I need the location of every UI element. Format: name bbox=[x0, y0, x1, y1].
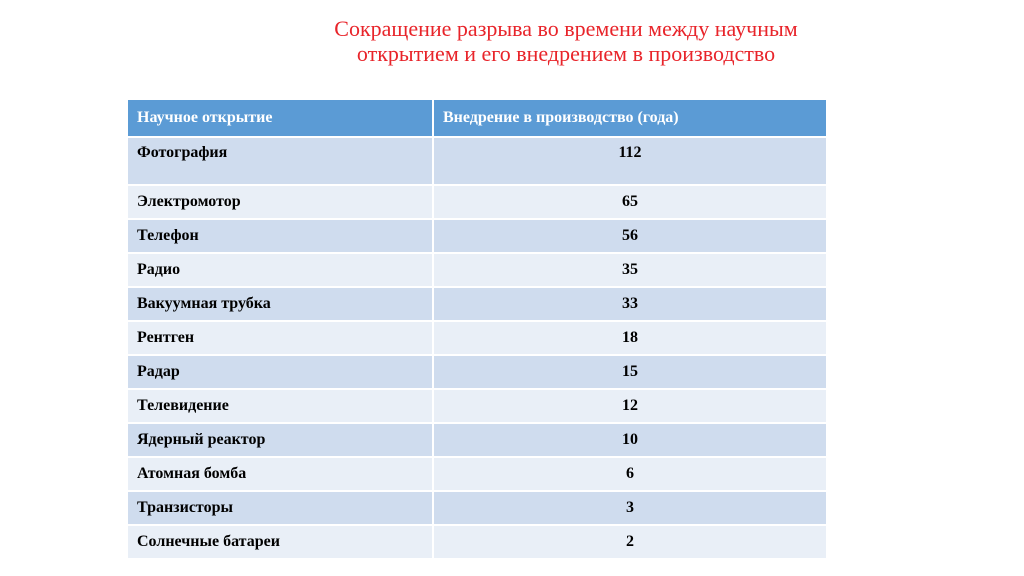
cell-discovery: Солнечные батареи bbox=[128, 525, 433, 558]
title-line-1: Сокращение разрыва во времени между научным bbox=[334, 16, 798, 41]
table-row bbox=[128, 185, 826, 219]
table-row bbox=[128, 219, 826, 253]
cell-years: 6 bbox=[433, 457, 826, 491]
table-row bbox=[128, 423, 826, 457]
table-row bbox=[128, 457, 826, 491]
cell-years: 18 bbox=[433, 321, 826, 355]
cell-years: 65 bbox=[433, 185, 826, 219]
cell-discovery: Транзисторы bbox=[128, 491, 433, 525]
cell-years: 112 bbox=[433, 137, 826, 185]
slide-title bbox=[230, 16, 902, 66]
cell-years: 10 bbox=[433, 423, 826, 457]
cell-discovery: Телевидение bbox=[128, 389, 433, 423]
cell-discovery: Электромотор bbox=[128, 185, 433, 219]
cell-years: 35 bbox=[433, 253, 826, 287]
title-line-2: открытием и его внедрением в производство bbox=[356, 41, 776, 66]
cell-years: 56 bbox=[433, 219, 826, 253]
cell-discovery: Радио bbox=[128, 253, 433, 287]
header-years: Внедрение в производство (года) bbox=[433, 100, 826, 137]
cell-discovery: Ядерный реактор bbox=[128, 423, 433, 457]
table-row bbox=[128, 389, 826, 423]
cell-years: 2 bbox=[433, 525, 826, 558]
cell-years: 33 bbox=[433, 287, 826, 321]
cell-discovery: Рентген bbox=[128, 321, 433, 355]
discovery-table bbox=[128, 100, 826, 558]
table-row bbox=[128, 287, 826, 321]
cell-discovery: Радар bbox=[128, 355, 433, 389]
table-header-row bbox=[128, 100, 826, 137]
table-row bbox=[128, 355, 826, 389]
cell-years: 3 bbox=[433, 491, 826, 525]
header-discovery: Научное открытие bbox=[128, 100, 433, 137]
table-row bbox=[128, 253, 826, 287]
table-row bbox=[128, 525, 826, 558]
cell-years: 12 bbox=[433, 389, 826, 423]
cell-discovery: Фотография bbox=[128, 137, 433, 185]
cell-years: 15 bbox=[433, 355, 826, 389]
table-row bbox=[128, 491, 826, 525]
cell-discovery: Телефон bbox=[128, 219, 433, 253]
table-row bbox=[128, 321, 826, 355]
table-row bbox=[128, 137, 826, 185]
cell-discovery: Вакуумная трубка bbox=[128, 287, 433, 321]
cell-discovery: Атомная бомба bbox=[128, 457, 433, 491]
